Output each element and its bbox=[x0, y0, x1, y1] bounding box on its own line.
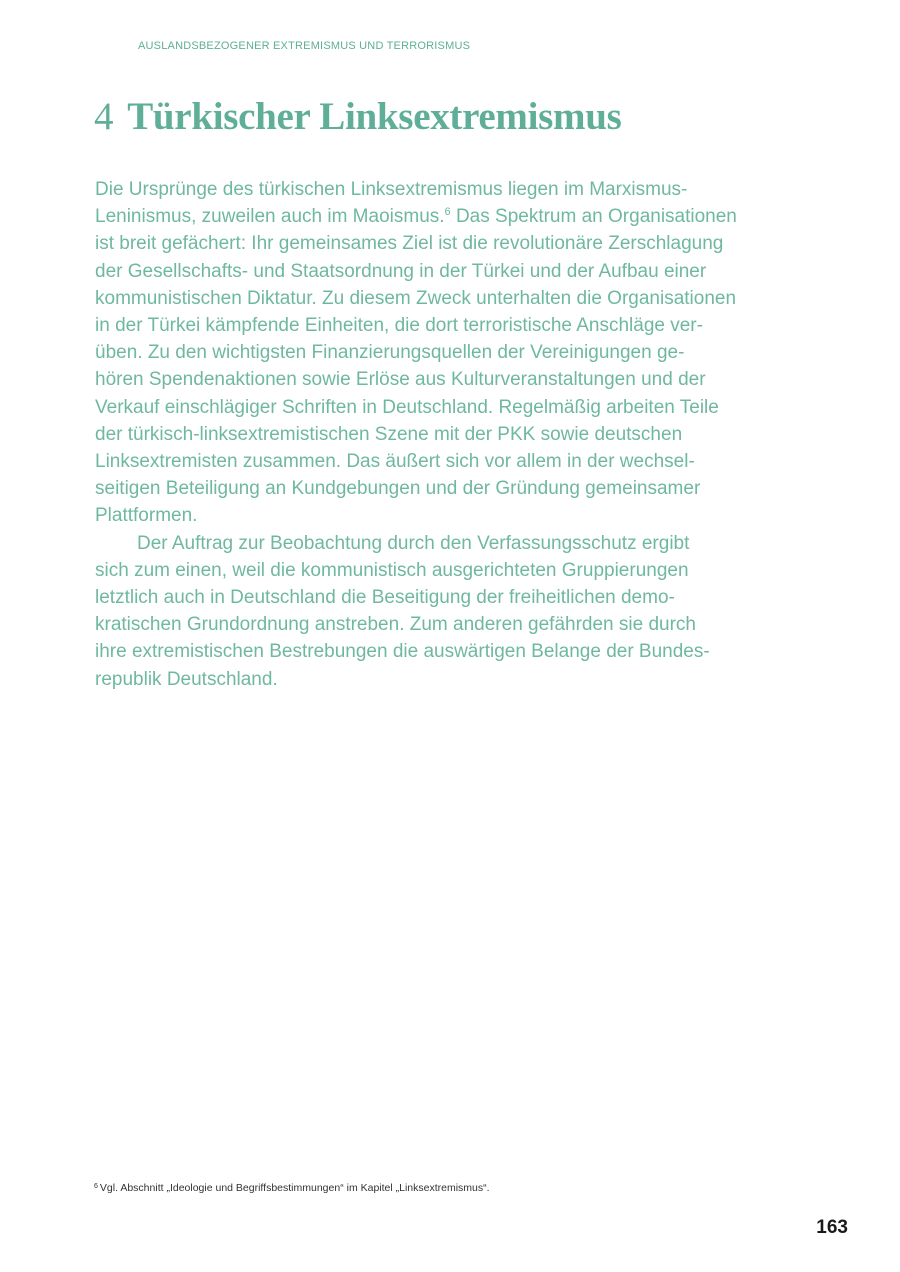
text-line: Die Ursprünge des türkischen Linksextremismus liegen im Marxismus- bbox=[95, 179, 688, 200]
paragraph-2 bbox=[95, 530, 845, 693]
text-line: republik Deutschland. bbox=[95, 668, 278, 690]
text-line: ist breit gefächert: Ihr gemeinsames Ziel ist die revolutionäre Zerschlagung bbox=[95, 233, 724, 255]
text-line: Verkauf einschlägiger Schriften in Deutschland. Regelmäßig arbeiten Teile bbox=[95, 396, 719, 418]
text-line bbox=[95, 203, 845, 230]
text-segment: Leninismus, zuweilen auch im Maoismus. bbox=[95, 206, 445, 228]
footnote-reference: 6 bbox=[444, 206, 451, 219]
text-line: kommunistischen Diktatur. Zu diesem Zweck unterhalten die Organisationen bbox=[95, 287, 737, 309]
text-line: letztlich auch in Deutschland die Beseitigung der freiheitlichen demo- bbox=[95, 587, 675, 609]
chapter-title-text: Türkischer Linksextremismus bbox=[127, 95, 622, 138]
footnote-text: Vgl. Abschnitt „Ideologie und Begriffsbestimmungen“ im Kapitel „Linksextremismus“. bbox=[99, 1182, 490, 1194]
text-line: hören Spendenaktionen sowie Erlöse aus Kulturveranstaltungen und der bbox=[95, 369, 706, 391]
running-header: AUSLANDSBEZOGENER EXTREMISMUS UND TERRORISMUS bbox=[138, 40, 471, 52]
text-line: ihre extremistischen Bestrebungen die auswärtigen Belange der Bundes- bbox=[95, 641, 710, 663]
text-line: kratischen Grundordnung anstreben. Zum anderen gefährden sie durch bbox=[95, 614, 696, 636]
chapter-number: 4 bbox=[94, 95, 114, 138]
text-line: Plattformen. bbox=[95, 505, 198, 527]
text-line: der türkisch-linksextremistischen Szene mit der PKK sowie deutschen bbox=[95, 423, 683, 445]
text-line: üben. Zu den wichtigsten Finanzierungsquellen der Vereinigungen ge- bbox=[95, 342, 685, 364]
chapter-body bbox=[95, 176, 845, 693]
text-line: der Gesellschafts- und Staatsordnung in der Türkei und der Aufbau einer bbox=[95, 260, 707, 282]
text-segment: Das Spektrum an Organisationen bbox=[450, 206, 737, 228]
paragraph-1 bbox=[95, 176, 845, 530]
text-line: in der Türkei kämpfende Einheiten, die dort terroristische Anschläge ver- bbox=[95, 315, 703, 337]
text-line: Linksextremisten zusammen. Das äußert sich vor allem in der wechsel- bbox=[95, 451, 695, 473]
text-line: seitigen Beteiligung an Kundgebungen und der Gründung gemeinsamer bbox=[95, 478, 701, 500]
footnote-marker: 6 bbox=[94, 1183, 98, 1190]
text-line: sich zum einen, weil die kommunistisch ausgerichteten Gruppierungen bbox=[95, 559, 689, 581]
chapter-title bbox=[94, 94, 621, 139]
text-line: Der Auftrag zur Beobachtung durch den Verfassungsschutz ergibt bbox=[137, 532, 690, 554]
footnote bbox=[94, 1182, 490, 1194]
page-number: 163 bbox=[816, 1217, 848, 1238]
